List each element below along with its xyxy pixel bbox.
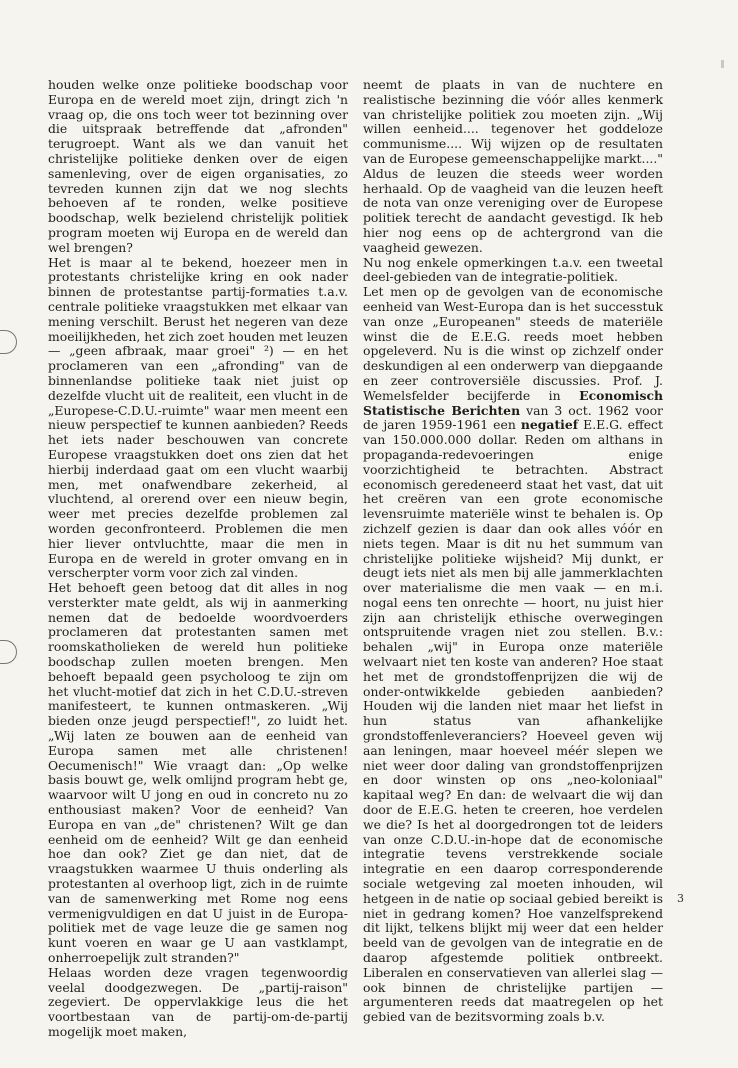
paragraph: neemt de plaats in van de nuchtere en realistische bezinning die vóór alles kenmerk van christelijke politiek zou moeten zijn. „Wij willen eenheid.... tegenover het goddeloze communisme.... Wij wijzen op de resultaten van de Europese gemeenschappelijke markt...." Aldus de leuzen die steeds weer worden herhaald. Op de vaagheid van die leuzen heeft de nota van onze vereniging over de Europese politiek terecht de aandacht gevestigd. Ik heb hier nog eens op de achtergrond van die vaagheid gewezen.: [363, 77, 663, 255]
binder-hole-mark: [0, 330, 17, 354]
binder-hole-mark: [0, 640, 17, 664]
paragraph: Nu nog enkele opmerkingen t.a.v. een tweetal deel-gebieden van de integratie-politiek.: [363, 254, 663, 285]
right-column: [363, 78, 663, 1025]
paragraph: Helaas worden deze vragen tegenwoordig veelal doodgezwegen. De „partij-raison" zegeviert. De oppervlakkige leus die het voortbestaan van de partij-om-de-partij mogelijk moet maken,: [48, 964, 348, 1039]
emphasis-negatief: negatief: [520, 417, 579, 433]
left-column: [48, 78, 348, 1040]
paragraph: Het behoeft geen betoog dat dit alles in nog versterkter mate geldt, als wij in aanmerking nemen dat de bedoelde woordvoerders proclameren dat protestanten samen met roomskatholieken de wereld hun politieke boodschap zullen moeten brengen. Men behoeft bepaald geen psycholoog te zijn om het vlucht-motief dat zich in het C.D.U.-streven manifesteert, te kunnen ontmaskeren. „Wij bieden onze jeugd perspectief!", zo luidt het. „Wij laten ze bouwen aan de eenheid van Europa samen met alle christenen! Oecumenisch!" Wie vraagt dan: „Op welke basis bouwt ge, welk omlijnd program hebt ge, waarvoor wilt U jong en oud in concreto nu zo enthousiast maken? Voor de eenheid? Van Europa en van „de" christenen? Wilt ge dan eenheid om de eenheid? Wilt ge dan eenheid hoe dan ook? Ziet ge dan niet, dat de vraagstukken waarmee U thuis onderling als protestanten al overhoop ligt, zich in de ruimte van de samenwerking met Rome nog eens vermenigvuldigen en dat U juist in de Europa-politiek met de vage leuze die ge samen nog kunt voeren en waar ge U aan vastklampt, onherroepelijk zult stranden?": [48, 580, 348, 966]
page-number: 3: [677, 892, 684, 905]
paragraph-text: van 3 oct. 1962 voor de jaren 1959-1961 een: [363, 402, 663, 433]
paragraph-text: E.E.G. effect van 150.000.000 dollar. Reden om althans in propaganda-redevoeringen enige voorzichtigheid te betrachten. Abstract economisch geredeneerd staat het vast, dat uit het creëren van een grote economische levensruimte materiële winst te behalen is. Op zichzelf gezien is daar dan ook alles vóór en niets tegen. Maar is dit nu het summum van christelijke politieke wijsheid? Mij dunkt, er deugt iets niet als men bij alle jammerklachten over materialisme die men vaak — en m.i. nogal eens ten onrechte — hoort, nu juist hier zijn aan christelijk ethische overwegingen ontspruitende vragen niet zou stellen. B.v.: behalen „wij" in Europa onze materiële welvaart niet ten koste van anderen? Hoe staat het met de grondstoffenprijzen die wij de onder-ontwikkelde gebieden aanbieden? Houden wij die landen niet maar het liefst in hun status van afhankelijke grondstoffenleveranciers? Hoeveel geven wij aan leningen, maar hoeveel méér slepen we niet weer door daling van grondstoffenprijzen en door winsten op ons „neo-koloniaal" kapitaal weg? En dan: de welvaart die wij dan door de E.E.G. heten te creeren, hoe verdelen we die? Is het al doorgedrongen tot de leiders van onze C.D.U.-in-hope dat de economische integratie tevens verstrekkende sociale integratie en een daarop corresponderende sociale wetgeving zal moeten inhouden, wil hetgeen in de natie op sociaal gebied bereikt is niet in gedrang komen? Hoe vanzelfsprekend dit lijkt, telkens blijkt mij weer dat een helder beeld van de gevolgen van de integratie en de daarop afgestemde politiek ontbreekt. Liberalen en conservatieven van allerlei slag — ook binnen de christelijke partijen — argumenteren reeds dat maatregelen op het gebied van de bezitsvorming zoals b.v.: [363, 417, 663, 1025]
paragraph-text: Let men op de gevolgen van de economische eenheid van West-Europa dan is het successtuk van onze „Europeanen" steeds de materiële winst die de E.E.G. reeds moet hebben opgeleverd. Nu is die winst op zichzelf onder deskundigen al een onderwerp van diepgaande en zeer controversiële discussies. Prof. J. Wemelsfelder becijferde in: [363, 284, 663, 403]
page-smudge: [721, 60, 724, 68]
journal-title: Economisch Statistische Berichten: [363, 387, 663, 418]
paragraph: houden welke onze politieke boodschap voor Europa en de wereld moet zijn, dringt zich 'n vraag op, die ons toch weer tot bezinning over die uitspraak betreffende dat „afronden" terugroept. Want als we dan vanuit het christelijke politieke denken over de eigen samenleving, over de eigen organisaties, zo tevreden kunnen zijn dat we nog slechts behoeven af te ronden, welke positieve boodschap, welk bezielend christelijk politiek program moeten wij Europa en de wereld dan wel brengen?: [48, 77, 348, 255]
paragraph: Het is maar al te bekend, hoezeer men in protestants christelijke kring en ook nader binnen de protestantse partij-formaties t.a.v. centrale politieke vraagstukken met elkaar van mening verschilt. Berust het negeren van deze moeilijkheden, het zich zoet houden met leuzen — „geen afbraak, maar groei" ²) — en het proclameren van een „afronding" van de binnenlandse politieke taak niet juist op dezelfde vlucht uit de realiteit, een vlucht in de „Europese-C.D.U.-ruimte" waar men meent een nieuw perspectief te kunnen aanbieden? Reeds het iets nader beschouwen van concrete Europese vraagstukken doet ons zien dat het hierbij inderdaad gaat om een vlucht waarbij men, met onafwendbare zekerheid, al vluchtend, al orerend over een nieuw begin, weer met precies dezelfde problemen zal worden geconfronteerd. Problemen die men hier liever ontvluchtte, maar die men in Europa en de wereld in groter omvang en in verscherpter vorm voor zich zal vinden.: [48, 254, 348, 581]
paragraph: [363, 285, 663, 1025]
